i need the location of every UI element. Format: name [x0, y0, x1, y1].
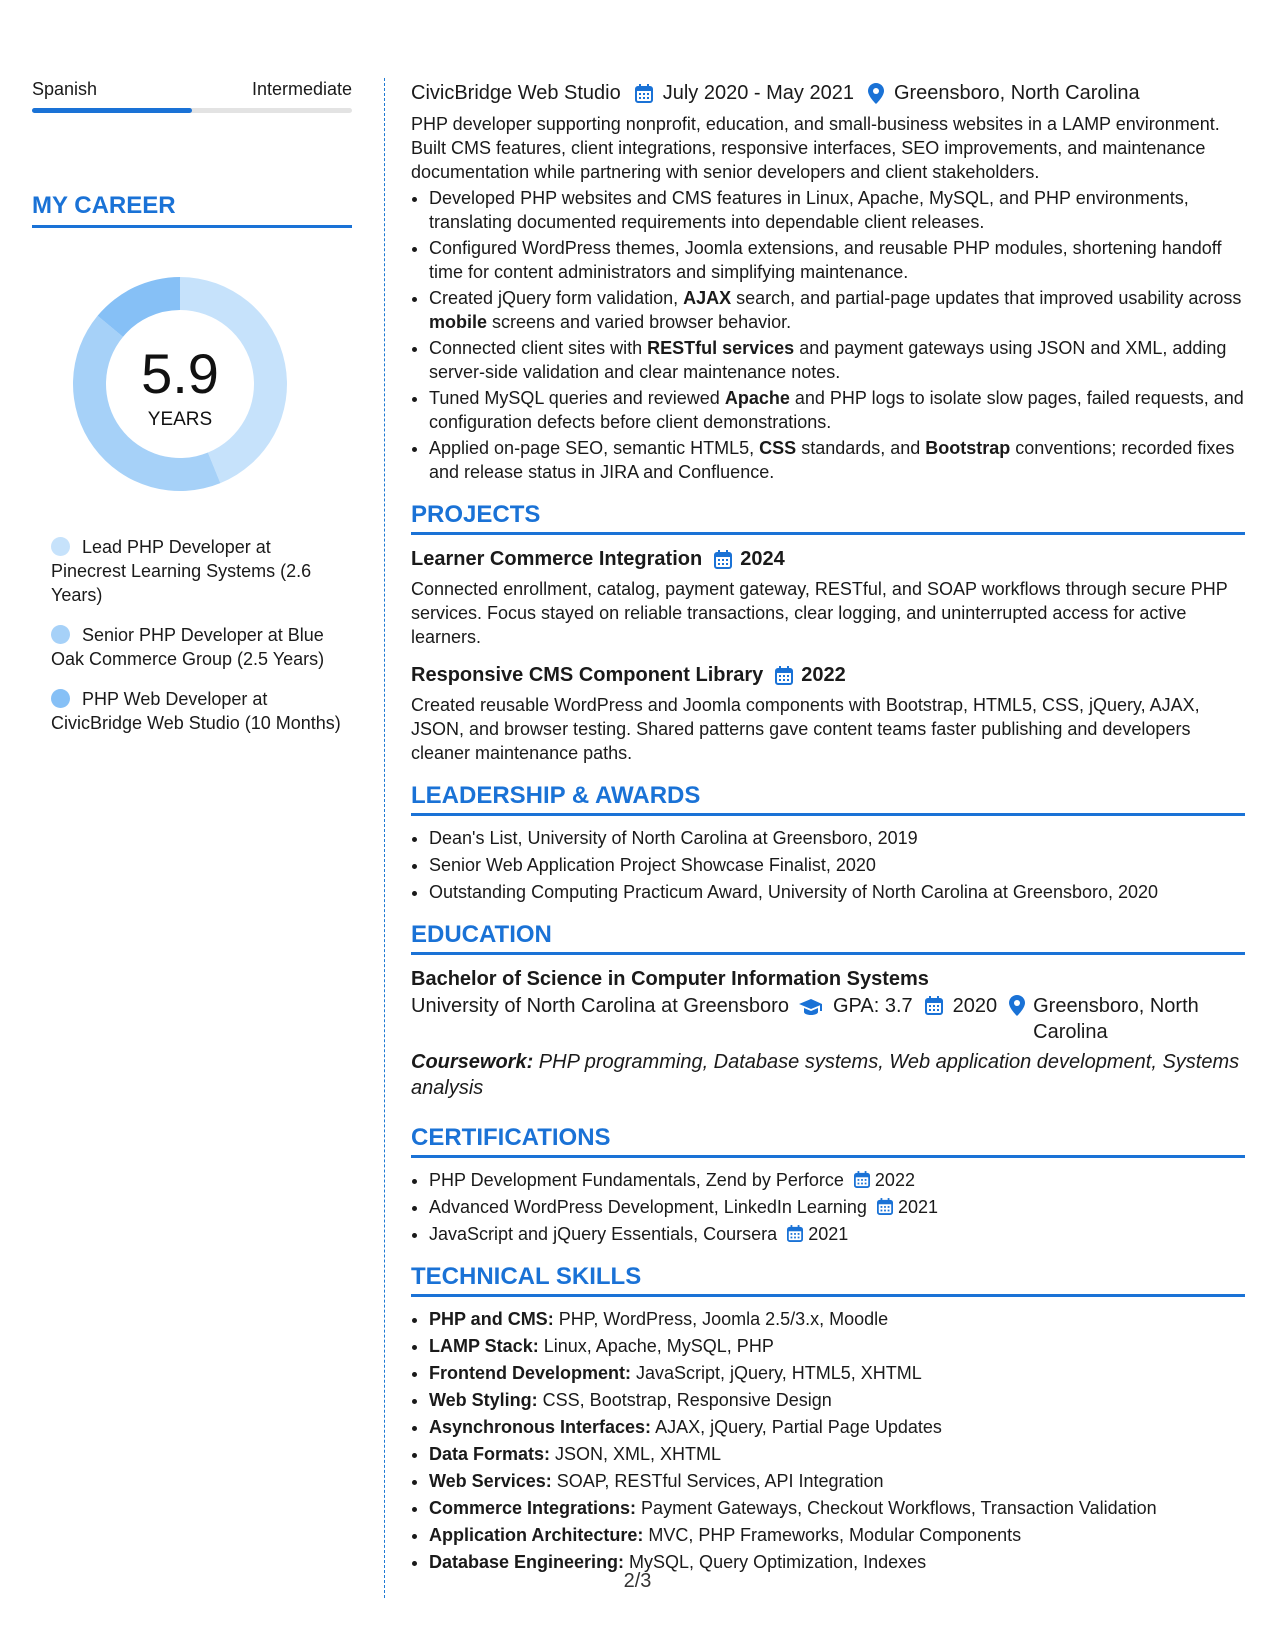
legend-item [51, 623, 341, 671]
main-content [411, 78, 1245, 1577]
skill-item [429, 1415, 1245, 1439]
skills-heading: TECHNICAL SKILLS [411, 1262, 1245, 1297]
project-title-row [411, 661, 1245, 689]
skill-value: AJAX, jQuery, Partial Page Updates [651, 1417, 942, 1437]
bullet-emphasis: RESTful services [647, 338, 795, 358]
skill-item [429, 1334, 1245, 1358]
career-heading: MY CAREER [32, 191, 352, 228]
education-heading: EDUCATION [411, 920, 1245, 955]
bullet-emphasis: AJAX [683, 288, 732, 308]
skill-item [429, 1388, 1245, 1412]
skill-label: LAMP Stack: [429, 1336, 539, 1356]
calendar-icon [854, 1171, 870, 1188]
skill-value: Payment Gateways, Checkout Workflows, Transaction Validation [636, 1498, 1157, 1518]
bullet-text: Developed PHP websites and CMS features in Linux, Apache, MySQL, and PHP environments, translating documented requirements into dependable client releases. [429, 188, 1189, 232]
skill-item [429, 1469, 1245, 1493]
awards-list [411, 826, 1245, 904]
project-description: Created reusable WordPress and Joomla components with Bootstrap, HTML5, CSS, jQuery, AJAX, JSON, and browser testing. Shared patterns gave content teams faster publishing and developers cleaner maintenance paths. [411, 695, 1200, 763]
calendar-icon [775, 666, 793, 685]
language-bar-fill [32, 108, 192, 113]
bullet-emphasis: Apache [724, 388, 790, 408]
bullet-text: and payment gateways using JSON and XML, adding server-side validation and clear maintenance notes. [429, 338, 1227, 382]
career-donut [67, 271, 293, 497]
calendar-icon [787, 1225, 803, 1242]
calendar-icon [925, 996, 943, 1015]
project-title: Learner Commerce Integration [411, 548, 703, 570]
bullet-text: Tuned MySQL queries and reviewed [429, 388, 725, 408]
language-bar [32, 108, 352, 113]
legend-dot [51, 625, 70, 644]
column-divider [384, 78, 385, 1598]
legend-item [51, 687, 341, 735]
project-year: 2022 [801, 664, 846, 686]
project-title-row [411, 545, 1245, 573]
skill-item [429, 1307, 1245, 1331]
skill-value: MySQL, Query Optimization, Indexes [624, 1552, 927, 1572]
education-year: 2020 [952, 995, 998, 1017]
certification-item [429, 1195, 1245, 1219]
coursework-text: PHP programming, Database systems, Web application development, Systems analysis [411, 1051, 1240, 1099]
skill-value: Linux, Apache, MySQL, PHP [538, 1336, 774, 1356]
job-location: Greensboro, North Carolina [893, 82, 1140, 104]
bullet-text: and PHP logs to isolate slow pages, failed requests, and configuration defects before client demonstrations. [429, 388, 1244, 432]
skill-value: PHP, WordPress, Joomla 2.5/3.x, Moodle [553, 1309, 889, 1329]
certifications-heading: CERTIFICATIONS [411, 1123, 1245, 1158]
awards-heading: LEADERSHIP & AWARDS [411, 781, 1245, 816]
skill-item [429, 1361, 1245, 1385]
skill-label: Application Architecture: [429, 1525, 644, 1545]
legend-dot [51, 689, 70, 708]
education-location: Greensboro, North Carolina [1033, 995, 1199, 1043]
certification-item [429, 1168, 1245, 1192]
education-school: University of North Carolina at Greensboro [411, 995, 789, 1017]
job-bullet [429, 386, 1245, 434]
career-total-value: 5.9 [141, 342, 219, 405]
skill-value: MVC, PHP Frameworks, Modular Components [643, 1525, 1022, 1545]
skill-item [429, 1442, 1245, 1466]
job-bullet [429, 236, 1245, 284]
job-bullet [429, 286, 1245, 334]
certifications-list [411, 1168, 1245, 1246]
bullet-text: Applied on-page SEO, semantic HTML5, [429, 438, 760, 458]
bullet-text: Connected client sites with [429, 338, 648, 358]
job-bullet [429, 336, 1245, 384]
certification-name: Advanced WordPress Development, LinkedIn Learning [429, 1197, 867, 1217]
skill-label: Asynchronous Interfaces: [429, 1417, 652, 1437]
project-title: Responsive CMS Component Library [411, 664, 764, 686]
skill-value: SOAP, RESTful Services, API Integration [551, 1471, 884, 1491]
location-pin-icon [868, 83, 884, 104]
skill-label: Web Services: [429, 1471, 552, 1491]
bullet-emphasis: Bootstrap [925, 438, 1011, 458]
graduation-cap-icon [799, 998, 823, 1016]
job-summary: PHP developer supporting nonprofit, education, and small-business websites in a LAMP environment. Built CMS features, client integrations, responsive interfaces, SEO improvements, and maintenance documentation while partnering with senior developers and client stakeholders. [411, 114, 1220, 182]
skill-item [429, 1523, 1245, 1547]
skill-label: Frontend Development: [429, 1363, 632, 1383]
career-legend [51, 535, 341, 735]
job-company: CivicBridge Web Studio [411, 82, 621, 104]
certification-year: 2022 [874, 1170, 915, 1190]
calendar-icon [714, 550, 732, 569]
projects-heading: PROJECTS [411, 500, 1245, 535]
award-item: • Senior Web Application Project Showcase Finalist, 2020 [429, 853, 1245, 877]
education-details [411, 993, 1245, 1045]
job-dates: July 2020 - May 2021 [662, 82, 854, 104]
calendar-icon [877, 1198, 893, 1215]
legend-label: PHP Web Developer at CivicBridge Web Studio (10 Months) [51, 689, 341, 733]
skill-value: JavaScript, jQuery, HTML5, XHTML [631, 1363, 922, 1383]
job-bullets [411, 186, 1245, 484]
bullet-text: search, and partial-page updates that improved usability across [731, 288, 1242, 308]
certification-year: 2021 [808, 1224, 849, 1244]
certification-name: JavaScript and jQuery Essentials, Coursera [429, 1224, 778, 1244]
award-item: • Dean's List, University of North Carolina at Greensboro, 2019 [429, 826, 1245, 850]
coursework-label: Coursework: [411, 1051, 534, 1073]
language-name: Spanish [32, 79, 98, 99]
job-bullet [429, 186, 1245, 234]
bullet-text: conventions; recorded fixes and release status in JIRA and Confluence. [429, 438, 1235, 482]
bullet-text: Created jQuery form validation, [429, 288, 684, 308]
bullet-text: Configured WordPress themes, Joomla extensions, and reusable PHP modules, shortening handoff time for content administrators and simplifying maintenance. [429, 238, 1222, 282]
page-number: 2/3 [623, 1570, 652, 1592]
legend-label: Senior PHP Developer at Blue Oak Commerce Group (2.5 Years) [51, 625, 325, 669]
bullet-emphasis: mobile [429, 312, 488, 332]
skill-label: Database Engineering: [429, 1552, 625, 1572]
language-row [32, 78, 352, 100]
project-description: Connected enrollment, catalog, payment gateway, RESTful, and SOAP workflows through secure PHP services. Focus stayed on reliable transactions, clear logging, and uninterrupted access for active learners. [411, 579, 1228, 647]
skill-label: Commerce Integrations: [429, 1498, 637, 1518]
skill-label: Data Formats: [429, 1444, 551, 1464]
location-pin-icon [1009, 995, 1025, 1016]
legend-dot [51, 537, 70, 556]
project-year: 2024 [740, 548, 785, 570]
skill-label: PHP and CMS: [429, 1309, 554, 1329]
certification-name: PHP Development Fundamentals, Zend by Perforce [429, 1170, 844, 1190]
certification-item [429, 1222, 1245, 1246]
legend-item [51, 535, 341, 607]
skills-list [411, 1307, 1245, 1574]
legend-label: Lead PHP Developer at Pinecrest Learning Systems (2.6 Years) [51, 537, 312, 605]
job-bullet [429, 436, 1245, 484]
award-item: • Outstanding Computing Practicum Award, University of North Carolina at Greensboro, 2020 [429, 880, 1245, 904]
education-degree: Bachelor of Science in Computer Information Systems [411, 968, 929, 990]
education-coursework [411, 1049, 1245, 1101]
bullet-emphasis: CSS [759, 438, 797, 458]
job-header [411, 78, 1245, 108]
certification-year: 2021 [897, 1197, 939, 1217]
skill-item [429, 1496, 1245, 1520]
bullet-text: screens and varied browser behavior. [487, 312, 792, 332]
education-gpa: GPA: 3.7 [832, 995, 913, 1017]
skill-value: JSON, XML, XHTML [550, 1444, 722, 1464]
language-level: Intermediate [251, 79, 352, 99]
sidebar [32, 78, 352, 751]
skill-label: Web Styling: [429, 1390, 538, 1410]
calendar-icon [635, 84, 653, 103]
bullet-text: standards, and [796, 438, 926, 458]
skill-value: CSS, Bootstrap, Responsive Design [537, 1390, 832, 1410]
career-total-unit: YEARS [147, 409, 213, 430]
